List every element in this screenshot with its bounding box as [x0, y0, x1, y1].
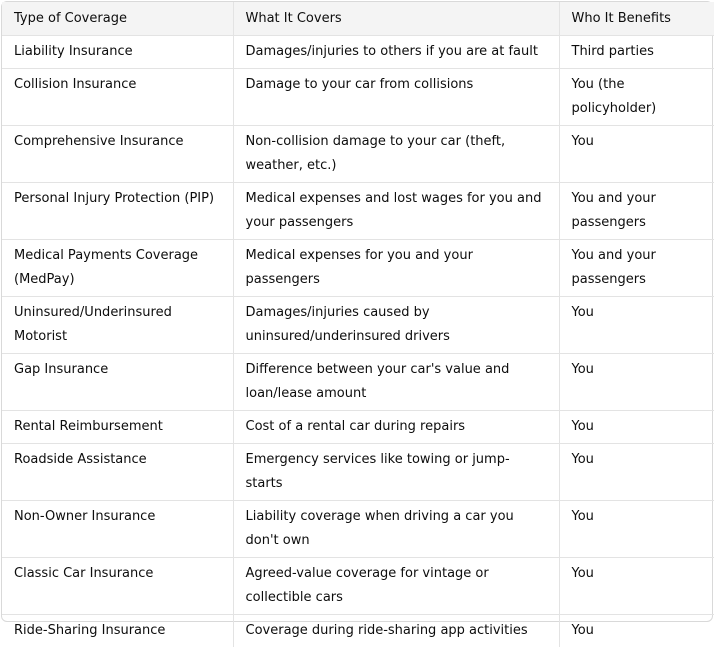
cell-who-it-benefits: You [559, 411, 714, 444]
cell-what-it-covers: Difference between your car's value and loan/lease amount [233, 354, 559, 411]
table-row [2, 558, 714, 615]
cell-coverage-type: Gap Insurance [2, 354, 233, 411]
table-row [2, 615, 714, 647]
cell-what-it-covers: Damages/injuries caused by uninsured/underinsured drivers [233, 297, 559, 354]
cell-what-it-covers: Cost of a rental car during repairs [233, 411, 559, 444]
cell-who-it-benefits: You (the policyholder) [559, 69, 714, 126]
table-row [2, 444, 714, 501]
header-type-of-coverage: Type of Coverage [2, 2, 233, 36]
cell-what-it-covers: Damage to your car from collisions [233, 69, 559, 126]
cell-coverage-type: Roadside Assistance [2, 444, 233, 501]
cell-what-it-covers: Non-collision damage to your car (theft, weather, etc.) [233, 126, 559, 183]
cell-who-it-benefits: You [559, 354, 714, 411]
cell-what-it-covers: Liability coverage when driving a car you don't own [233, 501, 559, 558]
cell-coverage-type: Classic Car Insurance [2, 558, 233, 615]
cell-coverage-type: Uninsured/Underinsured Motorist [2, 297, 233, 354]
cell-coverage-type: Non-Owner Insurance [2, 501, 233, 558]
cell-coverage-type: Medical Payments Coverage (MedPay) [2, 240, 233, 297]
cell-what-it-covers: Medical expenses and lost wages for you and your passengers [233, 183, 559, 240]
table-row [2, 126, 714, 183]
table-row [2, 69, 714, 126]
cell-what-it-covers: Damages/injuries to others if you are at fault [233, 36, 559, 69]
coverage-table [2, 2, 714, 647]
cell-what-it-covers: Coverage during ride-sharing app activities [233, 615, 559, 647]
cell-who-it-benefits: You [559, 558, 714, 615]
cell-who-it-benefits: You [559, 615, 714, 647]
table-row [2, 411, 714, 444]
header-what-it-covers: What It Covers [233, 2, 559, 36]
header-who-it-benefits: Who It Benefits [559, 2, 714, 36]
table-row [2, 36, 714, 69]
cell-coverage-type: Comprehensive Insurance [2, 126, 233, 183]
cell-who-it-benefits: You and your passengers [559, 240, 714, 297]
cell-what-it-covers: Agreed-value coverage for vintage or collectible cars [233, 558, 559, 615]
table-row [2, 297, 714, 354]
cell-who-it-benefits: Third parties [559, 36, 714, 69]
table-row [2, 240, 714, 297]
table-row [2, 183, 714, 240]
cell-who-it-benefits: You [559, 501, 714, 558]
cell-coverage-type: Ride-Sharing Insurance [2, 615, 233, 647]
cell-coverage-type: Collision Insurance [2, 69, 233, 126]
cell-who-it-benefits: You [559, 444, 714, 501]
cell-who-it-benefits: You [559, 297, 714, 354]
cell-coverage-type: Rental Reimbursement [2, 411, 233, 444]
table-row [2, 501, 714, 558]
cell-coverage-type: Personal Injury Protection (PIP) [2, 183, 233, 240]
coverage-table-container [1, 1, 713, 622]
table-header-row [2, 2, 714, 36]
table-row [2, 354, 714, 411]
cell-what-it-covers: Medical expenses for you and your passengers [233, 240, 559, 297]
cell-who-it-benefits: You and your passengers [559, 183, 714, 240]
cell-coverage-type: Liability Insurance [2, 36, 233, 69]
cell-who-it-benefits: You [559, 126, 714, 183]
cell-what-it-covers: Emergency services like towing or jump-starts [233, 444, 559, 501]
